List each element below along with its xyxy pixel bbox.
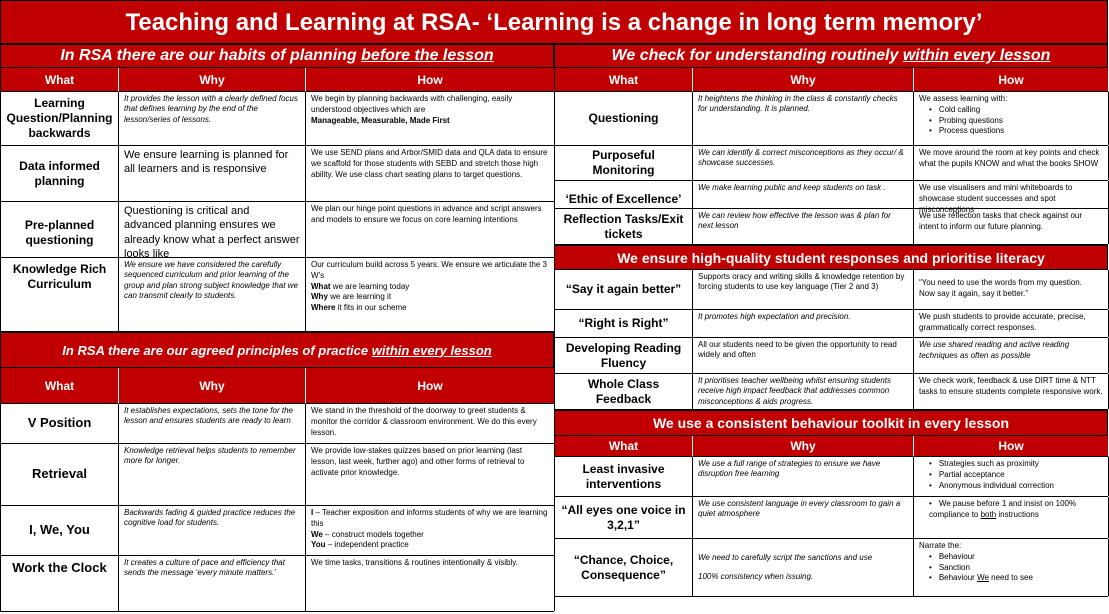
row-what: “Chance, Choice, Consequence” xyxy=(555,539,693,596)
row-why: We ensure learning is planned for all learners and is responsive xyxy=(119,146,306,201)
you-bold: You xyxy=(311,540,326,550)
what-bold: What xyxy=(311,281,331,291)
behaviour-heading: We use a consistent behaviour toolkit in every lesson xyxy=(554,410,1108,436)
table-row xyxy=(554,374,1108,410)
understanding-heading xyxy=(554,44,1108,68)
row-how: We plan our hinge point questions in advance and script answers and models to ensure we focus on core learning intentions xyxy=(306,202,555,263)
why-line2: 100% consistency when issuing. xyxy=(698,571,814,581)
understanding-heading-text: We check for understanding routinely xyxy=(611,47,899,64)
row-how: We stand in the threshold of the doorway to greet students & monitor the corridor & classroom environment. We do this every lesson. xyxy=(306,404,555,443)
row-why: Questioning is critical and advanced planning ensures we already know what a perfect answer looks like xyxy=(119,202,306,263)
row-why: We can identify & correct misconceptions as they occur/ & showcase successes. xyxy=(693,146,914,180)
row-what: Learning Question/Planning backwards xyxy=(1,92,119,145)
row-how-text: Our curriculum build across 5 years. We ensure we articulate the 3 W’s xyxy=(311,260,547,280)
header-how: How xyxy=(914,436,1109,457)
row-how: We time tasks, transitions & routines intentionally & visibly. xyxy=(306,556,555,611)
row-why: We use consistent language in every classroom to gain a quiet atmosphere xyxy=(693,497,914,538)
row-why: We can review how effective the lesson was & plan for next lesson xyxy=(693,209,914,244)
bullet-item: • Cold calling xyxy=(929,105,1103,116)
understanding-heading-underlined: within every lesson xyxy=(902,47,1051,64)
where-bold: Where xyxy=(311,303,336,313)
what-text: we are learning today xyxy=(330,281,410,291)
row-what: Data informed planning xyxy=(1,146,119,201)
header-what: What xyxy=(1,68,119,92)
row-why: It heightens the thinking in the class & constantly checks for understanding. It is planned. xyxy=(693,92,914,145)
row-how: We check work, feedback & use DIRT time & NTT tasks to ensure students complete responsive work. xyxy=(914,374,1109,409)
header-what: What xyxy=(555,68,693,92)
header-why: Why xyxy=(119,68,306,92)
header-why: Why xyxy=(693,68,914,92)
bullet-item xyxy=(929,499,1103,521)
table-row xyxy=(554,209,1108,245)
bullet-item: • Probing questions xyxy=(929,116,1103,127)
bullet-item: • Sanction xyxy=(929,563,1103,574)
principles-heading-text: In RSA there are our agreed principles of practice xyxy=(62,342,369,358)
planning-heading-text: In RSA there are our habits of planning xyxy=(60,47,357,64)
row-what: Least invasive interventions xyxy=(555,457,693,496)
i-text: – Teacher exposition and informs students of why we are learning this xyxy=(311,508,548,528)
bullet-item: • Partial acceptance xyxy=(929,470,1103,481)
why-line1: We need to carefully script the sanctions and use xyxy=(698,553,873,563)
row-how xyxy=(306,506,555,555)
header-how: How xyxy=(306,368,555,404)
row-what: Retrieval xyxy=(1,444,119,505)
table-row xyxy=(0,258,554,332)
row-what: Reflection Tasks/Exit tickets xyxy=(555,209,693,244)
table-row xyxy=(554,181,1108,214)
row-how: We provide low-stakes quizzes based on prior learning (last lesson, last week, further ago) and other forms of retrieval to activate prior knowledge. xyxy=(306,444,555,505)
bullet-text-end: need to see xyxy=(988,573,1033,583)
row-why: Knowledge retrieval helps students to remember more for longer. xyxy=(119,444,306,505)
row-why: It creates a culture of pace and efficiency that sends the message ‘every minute matters.’ xyxy=(119,556,306,611)
row-how-text: We assess learning with: xyxy=(919,94,1008,103)
row-what: Work the Clock xyxy=(1,556,119,611)
row-what: Purposeful Monitoring xyxy=(555,146,693,180)
table-row xyxy=(0,556,554,612)
bullet-item: • Behaviour xyxy=(929,552,1103,563)
row-what: Questioning xyxy=(555,92,693,145)
planning-heading xyxy=(0,44,554,68)
row-what: I, We, You xyxy=(1,506,119,555)
page-title: Teaching and Learning at RSA- ‘Learning is a change in long term memory’ xyxy=(0,0,1108,44)
header-what: What xyxy=(1,368,119,404)
bullet-item xyxy=(929,573,1103,584)
table-row xyxy=(0,146,554,202)
bullet-list xyxy=(919,105,1103,137)
row-why: It provides the lesson with a clearly defined focus that defines learning by the end of the lesson/series of lessons. xyxy=(119,92,306,145)
row-how xyxy=(914,539,1109,596)
principles-heading xyxy=(0,332,554,368)
planning-heading-underlined: before the lesson xyxy=(361,47,494,64)
row-how xyxy=(306,258,555,331)
bullet-list xyxy=(919,459,1103,491)
bullet-text: Behaviour xyxy=(938,573,978,583)
header-how: How xyxy=(914,68,1109,92)
row-why: It establishes expectations, sets the tone for the lesson and ensures students are ready to learn xyxy=(119,404,306,443)
table-row xyxy=(0,202,554,258)
row-why xyxy=(693,539,914,596)
row-how xyxy=(914,270,1109,309)
right-column xyxy=(554,44,1108,597)
table-row xyxy=(554,146,1108,181)
we-bold: We xyxy=(311,529,323,539)
row-what: V Position xyxy=(1,404,119,443)
table-row xyxy=(0,506,554,556)
why-text: we are learning it xyxy=(327,292,392,302)
row-how xyxy=(306,92,555,145)
table-row xyxy=(0,92,554,146)
header-why: Why xyxy=(693,436,914,457)
row-how-line2: Now say it again, say it better.” xyxy=(919,288,1028,298)
we-text: – construct models together xyxy=(322,529,424,539)
row-why: It promotes high expectation and precision. xyxy=(693,310,914,337)
row-how: We move around the room at key points and check what the pupils KNOW and what the books SHOW xyxy=(914,146,1109,180)
header-how: How xyxy=(306,68,555,92)
table-row xyxy=(554,457,1108,497)
left-column xyxy=(0,44,554,612)
row-what: Whole Class Feedback xyxy=(555,374,693,409)
row-what: Developing Reading Fluency xyxy=(555,338,693,373)
row-why: Backwards fading & guided practice reduces the cognitive load for students. xyxy=(119,506,306,555)
table-row xyxy=(554,497,1108,539)
row-how xyxy=(914,497,1109,538)
row-why: All our students need to be given the opportunity to read widely and often xyxy=(693,338,914,373)
behaviour-table-header xyxy=(554,436,1108,457)
planning-table-header xyxy=(0,68,554,92)
principles-heading-underlined: within every lesson xyxy=(371,342,492,358)
row-what: Pre-planned questioning xyxy=(1,202,119,263)
row-what: ‘Ethic of Excellence’ xyxy=(555,181,693,217)
table-row xyxy=(0,404,554,444)
bullet-item: • Anonymous individual correction xyxy=(929,481,1103,492)
understanding-table-header xyxy=(554,68,1108,92)
literacy-heading: We ensure high-quality student responses and prioritise literacy xyxy=(554,245,1108,270)
how-text-end: instructions xyxy=(996,509,1039,519)
i-bold: I xyxy=(311,508,314,517)
bullet-list xyxy=(919,552,1103,584)
table-row xyxy=(554,310,1108,338)
table-row xyxy=(554,270,1108,310)
row-how: We use SEND plans and Arbor/SMID data and QLA data to ensure we scaffold for those students with SEBD and stretch those high ability. We use class chart seating plans to target questions. xyxy=(306,146,555,201)
row-how xyxy=(914,457,1109,496)
row-why: We use a full range of strategies to ensure we have disruption free learning xyxy=(693,457,914,496)
header-what: What xyxy=(555,436,693,457)
row-how-text: Narrate the: xyxy=(919,541,962,550)
bullet-list xyxy=(919,499,1103,521)
row-what: “Right is Right” xyxy=(555,310,693,337)
row-why: We ensure we have considered the carefully sequenced curriculum and prior learning of the group and plan strong subject knowledge that we can transmit clearly to students. xyxy=(119,258,306,331)
where-text: it fits in our scheme xyxy=(335,303,407,313)
row-how-text: We begin by planning backwards with challenging, easily understood objectives which are xyxy=(311,94,513,114)
row-what: “Say it again better” xyxy=(555,270,693,309)
row-why: Supports oracy and writing skills & knowledge retention by forcing students to use key language (Tier 2 and 3) xyxy=(693,270,914,309)
table-row xyxy=(554,92,1108,146)
row-how xyxy=(914,92,1109,145)
you-text: – independent practice xyxy=(325,540,409,550)
row-why: We make learning public and keep students on task . xyxy=(693,181,914,217)
why-bold: Why xyxy=(311,292,328,302)
row-what: “All eyes one voice in 3,2,1” xyxy=(555,497,693,538)
table-row xyxy=(554,338,1108,374)
bullet-item: • Process questions xyxy=(929,126,1103,137)
row-how: We use visualisers and mini whiteboards to showcase student successes and spot misconceptions xyxy=(914,181,1109,217)
table-row xyxy=(0,444,554,506)
row-how-line1: “You need to use the words from my question. xyxy=(919,278,1082,287)
row-what: Knowledge Rich Curriculum xyxy=(1,258,119,331)
bullet-underlined: We xyxy=(977,573,989,583)
how-underlined: both xyxy=(980,509,997,519)
row-how: We push students to provide accurate, precise, grammatically correct responses. xyxy=(914,310,1109,337)
how-text: We pause before 1 and insist on 100% compliance to xyxy=(929,499,1077,519)
row-how: We use shared reading and active reading techniques as often as possible xyxy=(914,338,1109,373)
principles-table-header xyxy=(0,368,554,404)
row-why: It prioritises teacher wellbeing whilst ensuring students receive high impact feedback that addresses common misconceptions & aids progress. xyxy=(693,374,914,409)
table-row xyxy=(554,539,1108,597)
row-how-bold: Manageable, Measurable, Made First xyxy=(311,115,450,125)
bullet-item: • Strategies such as proximity xyxy=(929,459,1103,470)
header-why: Why xyxy=(119,368,306,404)
row-how: We use reflection tasks that check against our intent to inform our future planning. xyxy=(914,209,1109,244)
